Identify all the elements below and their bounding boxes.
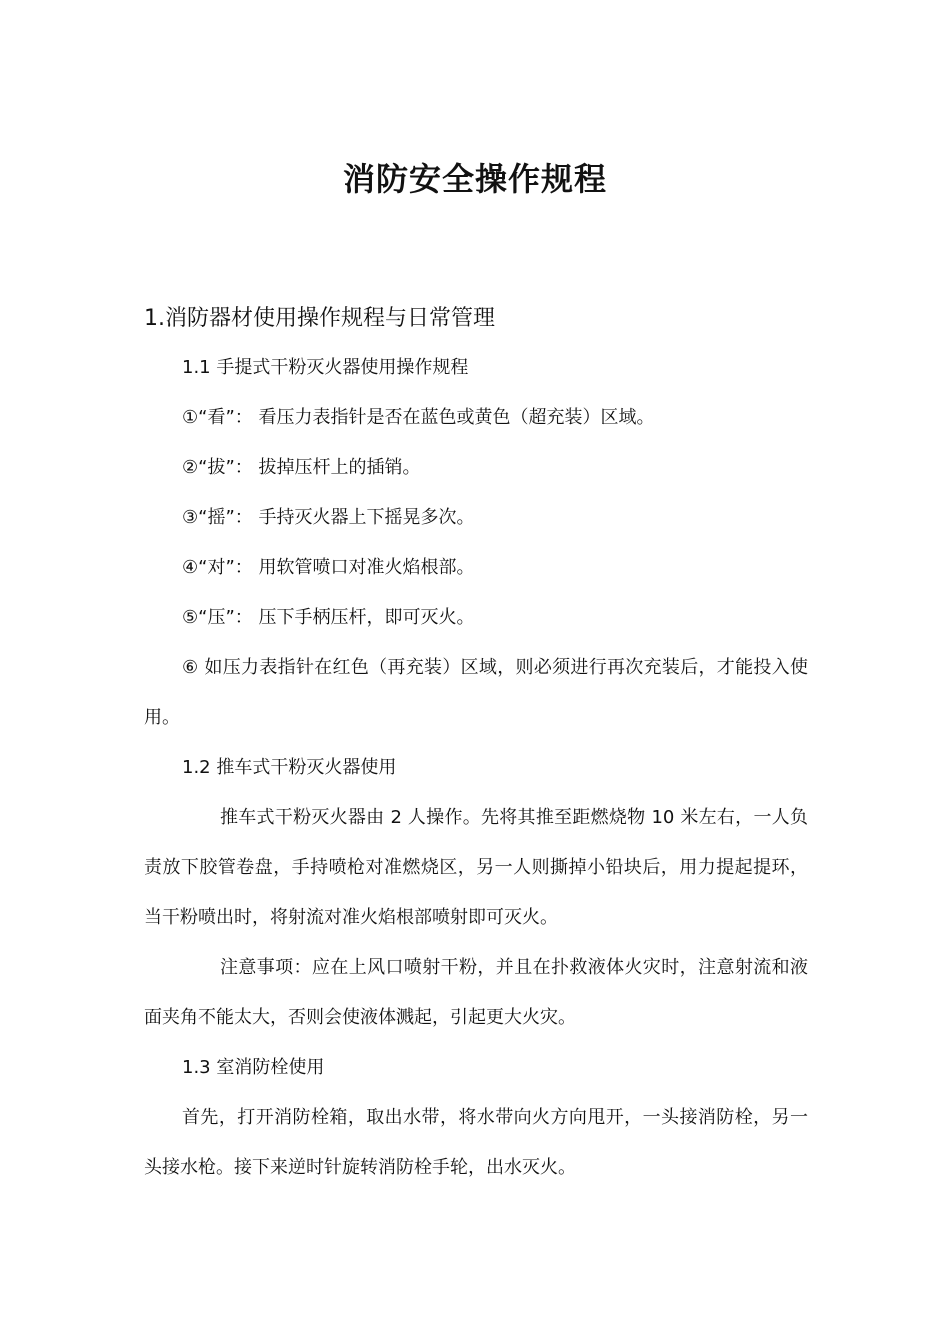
paragraph-hydrant-usage: 首先，打开消防栓箱，取出水带，将水带向火方向甩开，一头接消防栓，另一头接水枪。接下来逆时针旋转消防栓手轮，出水灭火。 xyxy=(144,1107,808,1178)
step-pull: ②“拔”： 拔掉压杆上的插销。 xyxy=(182,457,421,478)
subsection-heading-1-3: 1.3 室消防栓使用 xyxy=(182,1057,325,1078)
step-shake: ③“摇”： 手持灭火器上下摇晃多次。 xyxy=(182,507,475,528)
step-aim: ④“对”： 用软管喷口对准火焰根部。 xyxy=(182,557,475,578)
section-heading-1: 1.消防器材使用操作规程与日常管理 xyxy=(144,306,495,331)
step-press: ⑤“压”： 压下手柄压杆，即可灭火。 xyxy=(182,607,475,628)
document-body xyxy=(144,343,808,1193)
paragraph-cart-extinguisher: 推车式干粉灭火器由 2 人操作。先将其推至距燃烧物 10 米左右，一人负责放下胶管卷盘，手持喷枪对准燃烧区，另一人则撕掉小铅块后，用力提起提环，当干粉喷出时，将射流对准火焰根部喷射即可灭火。 xyxy=(144,807,808,928)
paragraph-precautions: 注意事项：应在上风口喷射干粉，并且在扑救液体火灾时，注意射流和液面夹角不能太大，否则会使液体溅起，引起更大火灾。 xyxy=(144,957,808,1028)
step-recharge-note: ⑥ 如压力表指针在红色（再充装）区域，则必须进行再次充装后，才能投入使用。 xyxy=(144,657,808,728)
subsection-heading-1-2: 1.2 推车式干粉灭火器使用 xyxy=(182,757,397,778)
document-title: 消防安全操作规程 xyxy=(342,160,607,198)
step-look: ①“看”： 看压力表指针是否在蓝色或黄色（超充装）区域。 xyxy=(182,407,655,428)
subsection-heading-1-1: 1.1 手提式干粉灭火器使用操作规程 xyxy=(182,357,469,378)
